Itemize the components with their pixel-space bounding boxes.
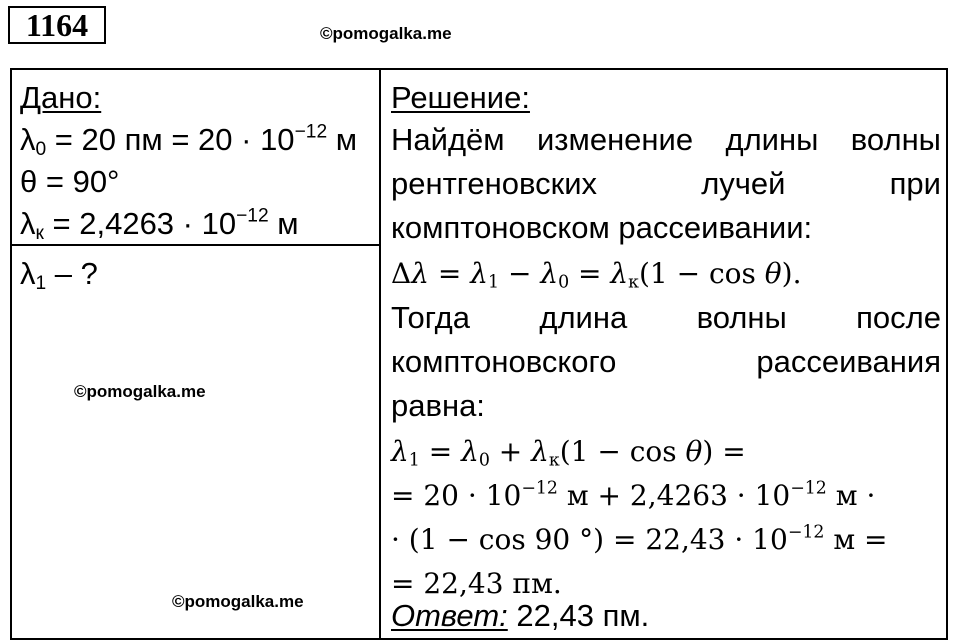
equation-wavelength-shift: $\Delta\lambda = \lambda_1 - \lambda_0 = \lambda_к(1 - \cos \theta)$. — [391, 257, 802, 293]
watermark-bottom: ©pomogalka.me — [172, 592, 304, 611]
find-wavelength: $\lambda_1$ – ? — [20, 256, 98, 294]
given-angle: θ = 90° — [20, 164, 120, 199]
equation-final-wavelength: $\lambda_1 = \lambda_0 + \lambda_к(1 - \cos \theta)$ = — [391, 435, 746, 471]
watermark-middle: ©pomogalka.me — [74, 382, 206, 401]
answer-value: 22,43 пм. — [507, 598, 650, 633]
equation-result: = 22,43 пм. — [391, 567, 562, 600]
solution-text-line-4: Тогда длина волны после — [391, 300, 941, 335]
solution-text-line-2: рентгеновских лучей при — [391, 166, 941, 201]
solution-table — [10, 68, 948, 640]
equation-evaluation: · (1 − cos 90 °) = $22,43 \cdot 10^{-12}$ м = — [391, 522, 888, 556]
given-title: Дано: — [20, 80, 102, 115]
problem-number: 1164 — [8, 6, 106, 44]
solution-text-line-3: комптоновском рассеивании: — [391, 210, 813, 245]
given-wavelength-initial: $\lambda_0 = 20$ пм = $20 \cdot 10^{-12}$ м — [20, 121, 358, 160]
solution-text-line-6: равна: — [391, 388, 485, 423]
column-divider — [379, 70, 381, 638]
answer-line — [391, 594, 649, 638]
solution-text-line-1: Найдём изменение длины волны — [391, 122, 941, 157]
given-compton-wavelength: $\lambda_к = 2,4263 \cdot 10^{-12}$ м — [20, 205, 299, 244]
solution-title: Решение: — [391, 80, 530, 115]
solution-text-line-5: комптоновского рассеивания — [391, 344, 941, 379]
answer-label: Ответ: — [391, 598, 508, 633]
watermark-top: ©pomogalka.me — [320, 24, 452, 43]
equation-substitution: = $20 \cdot 10^{-12}$ $м + 2,4263 \cdot 10^{-12}$ м · — [391, 478, 876, 512]
